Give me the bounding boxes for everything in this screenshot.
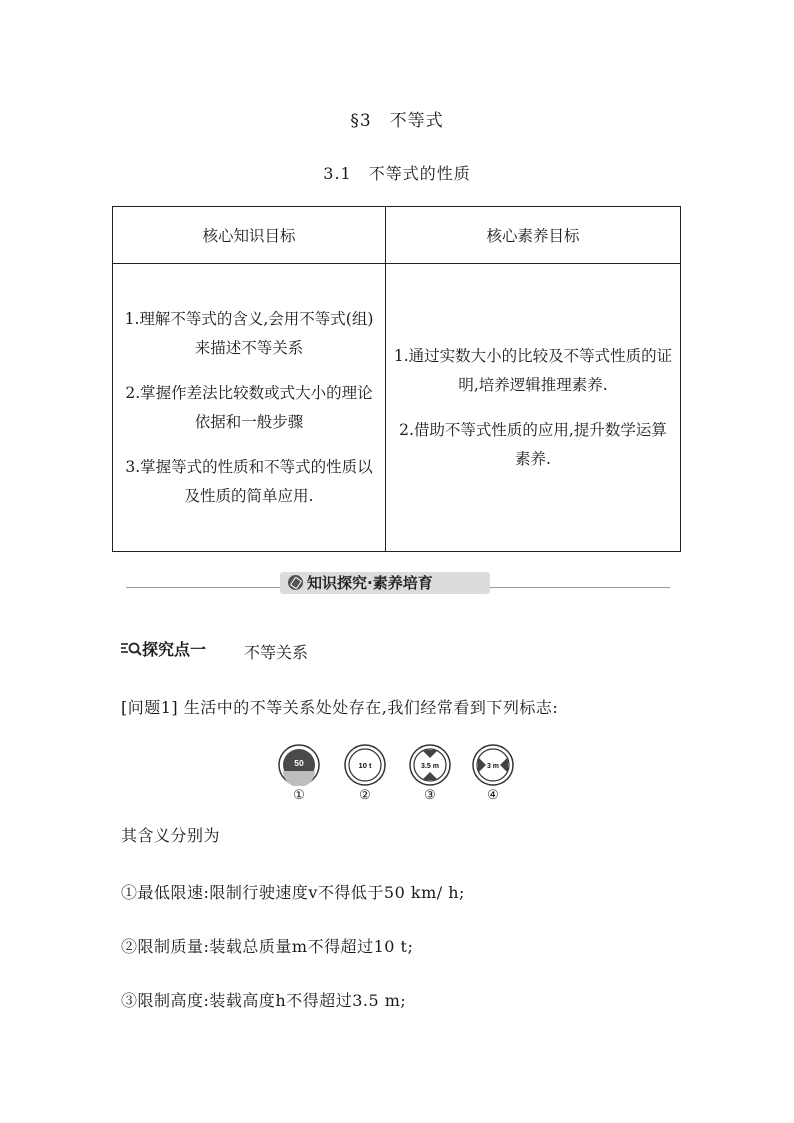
sign-1-label: 50 [294, 758, 304, 768]
banner-divider-right [490, 587, 670, 588]
magnifier-icon [120, 641, 142, 657]
literacy-goals-header: 核心素养目标 [386, 207, 681, 264]
knowledge-goal-1: 1.理解不等式的含义,会用不等式(组)来描述不等关系 [124, 309, 374, 357]
explore-point-topic: 不等关系 [244, 643, 309, 662]
meaning-2: ②限制质量:装载总质量m不得超过10 t; [121, 937, 414, 956]
subsection-title: 3.1 不等式的性质 [323, 164, 471, 183]
banner-label: 知识探究·素养培育 [307, 574, 433, 592]
explore-point-label: 探究点一 [142, 640, 207, 659]
traffic-signs [276, 744, 516, 802]
meaning-1: ①最低限速:限制行驶速度v不得低于50 km/ h; [121, 883, 465, 902]
height-limit-sign-icon [409, 744, 451, 786]
sign-2-number: ② [359, 788, 371, 803]
sign-4-number: ④ [487, 788, 499, 803]
pencil-icon [288, 575, 303, 590]
meaning-3: ③限制高度:装载高度h不得超过3.5 m; [121, 991, 407, 1010]
literacy-goals-cell [386, 264, 681, 552]
sign-4-label: 3 m [486, 763, 500, 770]
sign-2-label: 10 t [358, 761, 372, 770]
knowledge-goals-header: 核心知识目标 [113, 207, 386, 264]
banner-divider-left [126, 587, 280, 588]
literacy-goal-2: 2.借助不等式性质的应用,提升数学运算素养. [399, 420, 667, 468]
width-limit-sign-icon [472, 744, 514, 786]
table-row [113, 264, 681, 552]
knowledge-goal-3: 3.掌握等式的性质和不等式的性质以及性质的简单应用. [125, 457, 373, 505]
weight-limit-sign-icon [344, 744, 386, 786]
minimum-speed-sign-icon [278, 744, 320, 786]
section-title: §3 不等式 [350, 111, 444, 131]
section-banner [280, 572, 490, 594]
goals-table [112, 206, 681, 552]
literacy-goal-1: 1.通过实数大小的比较及不等式性质的证明,培养逻辑推理素养. [393, 346, 673, 394]
sign-3-label: 3.5 m [421, 763, 439, 770]
table-header-row [113, 207, 681, 264]
sign-3-number: ③ [424, 788, 436, 803]
meanings-intro: 其含义分别为 [121, 826, 221, 845]
sign-1-number: ① [293, 788, 305, 803]
question-1: [问题1] 生活中的不等关系处处存在,我们经常看到下列标志: [121, 698, 559, 717]
knowledge-goals-cell [113, 264, 386, 552]
knowledge-goal-2: 2.掌握作差法比较数或式大小的理论依据和一般步骤 [125, 383, 373, 431]
explore-point-heading [120, 637, 206, 660]
